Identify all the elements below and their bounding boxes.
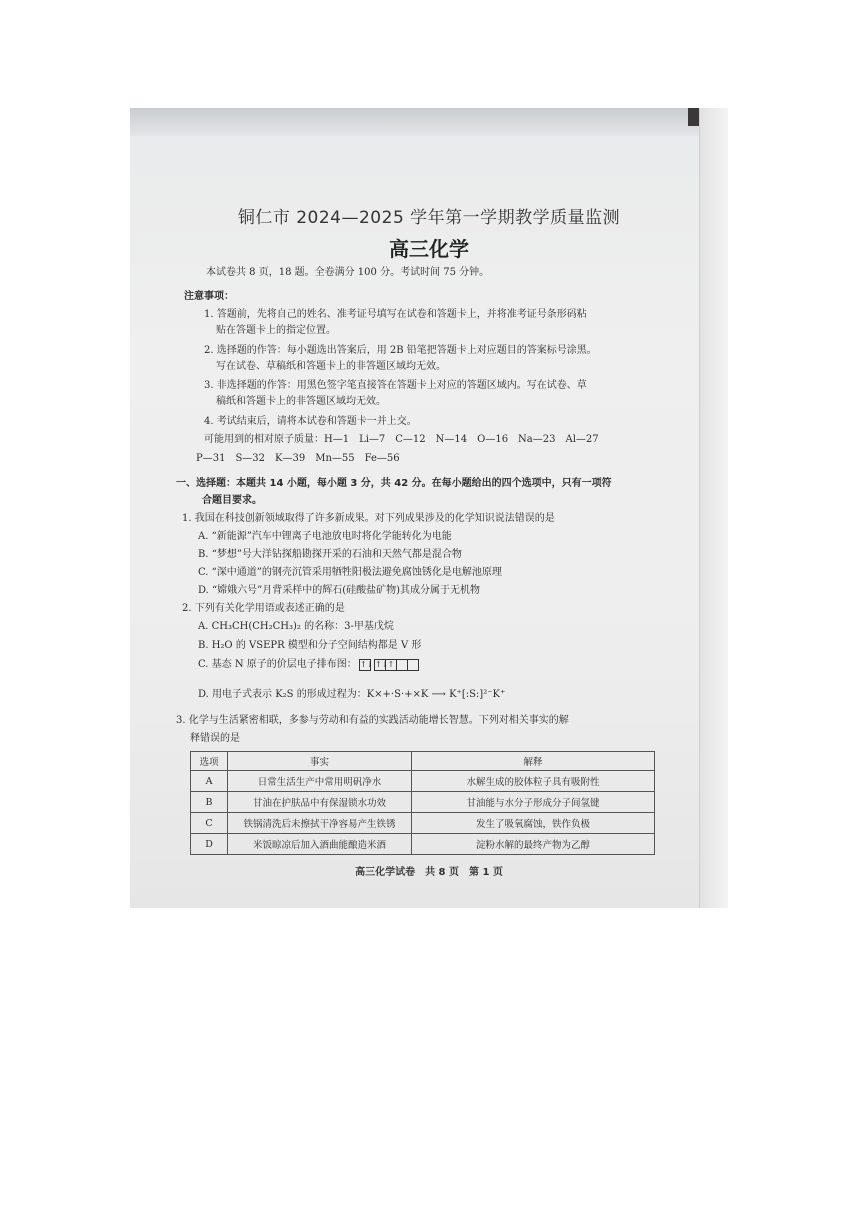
q2-option-a: A. CH₃CH(CH₂CH₃)₂ 的名称：3-甲基戊烷: [198, 621, 394, 632]
table-cell: 铁锅清洗后未擦拭干净容易产生铁锈: [228, 813, 412, 834]
table-header-cell: 事实: [228, 752, 412, 771]
table-cell: B: [191, 792, 228, 813]
table-row: [191, 771, 655, 792]
notice-line: 稿纸和答题卡上的非答题区域均无效。: [216, 396, 386, 407]
table-cell: 发生了吸氧腐蚀，铁作负极: [412, 813, 655, 834]
exam-subject: 高三化学: [389, 237, 469, 261]
page-footer: 高三化学试卷 共 8 页 第 1 页: [355, 867, 503, 878]
table-cell: 甘油在护肤品中有保湿锁水功效: [228, 792, 412, 813]
q1-stem: 1. 我国在科技创新领域取得了许多新成果。对下列成果涉及的化学知识说法错误的是: [182, 513, 555, 524]
table-cell: 米饭晾凉后加入酒曲能酿造米酒: [228, 834, 412, 855]
intro-text: 本试卷共 8 页，18 题。全卷满分 100 分。考试时间 75 分钟。: [206, 267, 490, 278]
section-heading: 合题目要求。: [202, 495, 262, 506]
notice-line: 1. 答题前，先将自己的姓名、准考证号填写在试卷和答题卡上，并将准考证号条形码粘: [204, 309, 587, 320]
table-cell: 日常生活生产中常用明矾净水: [228, 771, 412, 792]
notice-line: 4. 考试结束后，请将本试卷和答题卡一并上交。: [204, 416, 417, 427]
table-cell: 水解生成的胶体粒子具有吸附性: [412, 771, 655, 792]
table-row: [191, 813, 655, 834]
notice-line: 写在试卷、草稿纸和答题卡上的非答题区域均无效。: [216, 361, 446, 372]
table-cell: C: [191, 813, 228, 834]
orbital-box: ↑: [385, 659, 397, 671]
q3-stem: 释错误的是: [190, 733, 240, 744]
q2-option-c-text: C. 基态 N 原子的价层电子排布图：: [198, 659, 357, 670]
orbital-box: ↑↓: [374, 659, 389, 669]
q2-option-b: B. H₂O 的 VSEPR 模型和分子空间结构都是 V 形: [198, 640, 422, 651]
notice-line: 2. 选择题的作答：每小题选出答案后，用 2B 铅笔把答题卡上对应题目的答案标号涂黑。: [204, 345, 597, 356]
q2-stem: 2. 下列有关化学用语或表述正确的是: [182, 603, 345, 614]
q3-stem: 3. 化学与生活紧密相联，多参与劳动和有益的实践活动能增长智慧。下列对相关事实的解: [176, 715, 569, 726]
orbital-diagram: [360, 659, 419, 670]
q1-option-b: B. “梦想”号大洋钻探船勘探开采的石油和天然气都是混合物: [198, 549, 462, 560]
table-cell: 甘油能与水分子形成分子间氢键: [412, 792, 655, 813]
exam-title: 铜仁市 2024—2025 学年第一学期教学质量监测: [237, 208, 621, 228]
q2-option-c: [198, 658, 419, 671]
q1-option-a: A. “新能源”汽车中锂离子电池放电时将化学能转化为电能: [198, 531, 452, 542]
q1-option-c: C. “深中通道”的钢壳沉管采用牺牲阳极法避免腐蚀锈化是电解池原理: [198, 567, 502, 578]
notice-heading: 注意事项：: [184, 291, 234, 302]
notice-line: 3. 非选择题的作答：用黑色签字笔直接答在答题卡上对应的答题区域内。写在试卷、草: [204, 380, 587, 391]
background-top: [130, 108, 728, 136]
table-cell: 淀粉水解的最终产物为乙醇: [412, 834, 655, 855]
orbital-box: ↑↓: [359, 659, 374, 669]
table-row: [191, 792, 655, 813]
q1-option-d: D. “嫦娥六号”月背采样中的辉石(硅酸盐矿物)其成分属于无机物: [198, 585, 481, 596]
facts-table: [190, 751, 655, 855]
table-cell: A: [191, 771, 228, 792]
exam-photo: [130, 108, 728, 908]
atomic-masses: 可能用到的相对原子质量：H—1 Li—7 C—12 N—14 O—16 Na—23 Al—27: [204, 434, 599, 445]
atomic-masses: P—31 S—32 K—39 Mn—55 Fe—56: [196, 453, 400, 464]
table-header-cell: 解释: [412, 752, 655, 771]
section-heading: 一、选择题：本题共 14 小题，每小题 3 分，共 42 分。在每小题给出的四个选项中，只有一项符: [176, 478, 612, 489]
table-cell: D: [191, 834, 228, 855]
q2-option-d: D. 用电子式表示 K₂S 的形成过程为：K×+·S·+×K ⟶ K⁺[:S:]²⁻K⁺: [198, 689, 506, 700]
table-header-cell: 选项: [191, 752, 228, 771]
table-header-row: [191, 752, 655, 771]
orbital-box: [407, 659, 419, 671]
table-row: [191, 834, 655, 855]
adjacent-page-edge: [699, 108, 728, 908]
notice-line: 贴在答题卡上的指定位置。: [216, 325, 336, 336]
